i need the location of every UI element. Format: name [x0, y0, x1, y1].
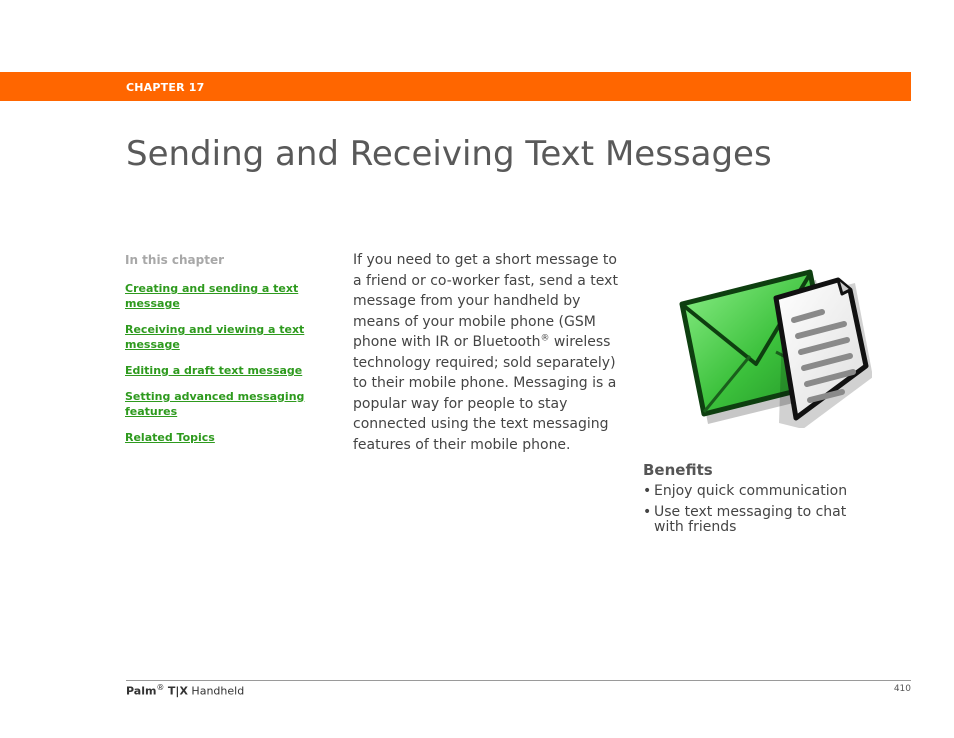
footer-brand: Palm	[126, 684, 157, 698]
benefit-item	[643, 505, 873, 535]
sidebar-heading: In this chapter	[125, 253, 225, 267]
toc-link-advanced-features[interactable]: Setting advanced messaging features	[125, 390, 305, 418]
footer-divider	[126, 680, 911, 681]
toc-link-editing-draft[interactable]: Editing a draft text message	[125, 364, 303, 377]
intro-paragraph	[353, 250, 625, 455]
toc-link-related-topics[interactable]: Related Topics	[125, 431, 215, 444]
footer-model: T|X	[167, 684, 188, 698]
chapter-bar	[0, 72, 911, 101]
bullet: •	[643, 504, 652, 520]
page-title: Sending and Receiving Text Messages	[126, 134, 772, 174]
messaging-illustration	[672, 268, 872, 428]
bullet: •	[643, 483, 652, 499]
toc-link-creating-sending[interactable]: Creating and sending a text message	[125, 282, 299, 310]
chapter-contents	[125, 253, 315, 456]
footer-product	[126, 683, 244, 698]
benefit-item	[643, 484, 873, 499]
footer-product-name: Handheld	[187, 684, 245, 698]
footer-registered-mark: ®	[156, 683, 165, 692]
benefit-text: Enjoy quick communication	[654, 483, 848, 499]
benefits-box	[643, 461, 873, 541]
chapter-label: CHAPTER 17	[126, 81, 205, 94]
intro-text-part1: If you need to get a short message to a friend or co-worker fast, send a text message from your handheld by means of your mobile phone (GSM phone with IR or Bluetooth	[353, 252, 618, 350]
benefits-heading: Benefits	[643, 461, 713, 479]
envelope-document-graphic	[672, 268, 872, 428]
page-number: 410	[893, 684, 911, 694]
registered-mark: ®	[540, 333, 550, 344]
toc-link-receiving-viewing[interactable]: Receiving and viewing a text message	[125, 323, 305, 351]
benefit-text: Use text messaging to chat with friends	[654, 504, 847, 535]
intro-text-part2: wireless technology required; sold separately) to their mobile phone. Messaging is a popular way for people to stay connected using the text messaging features of their mobile phone.	[353, 334, 617, 453]
document-icon	[776, 280, 872, 428]
